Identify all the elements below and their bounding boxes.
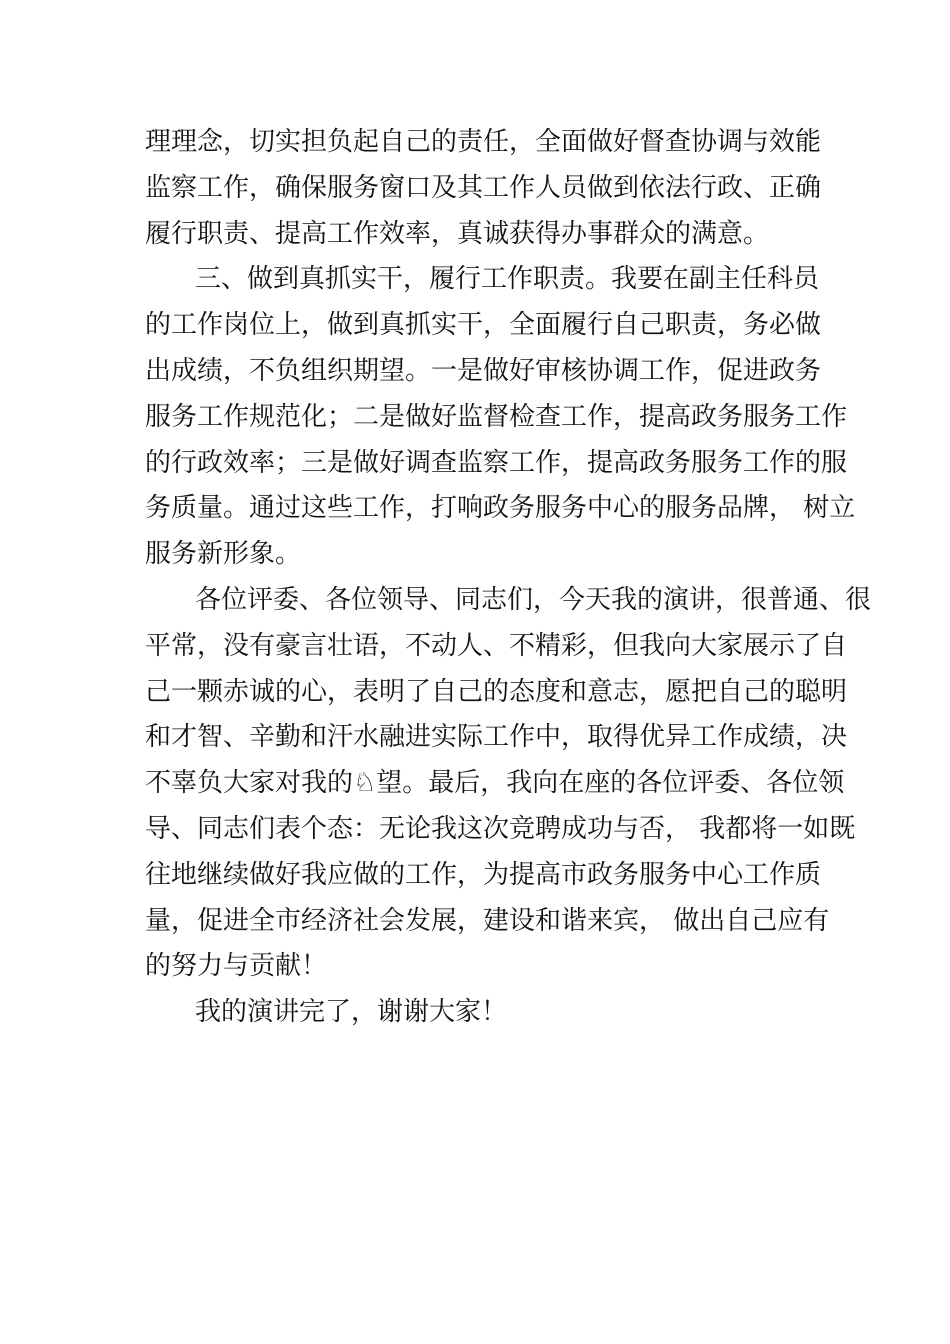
text-line: 出成绩，不负组织期望。一是做好审核协调工作，促进政务 xyxy=(145,355,822,386)
text-line: 量，促进全市经济社会发展，建设和谐来宾， 做出自己应有 xyxy=(145,905,830,936)
text-line: 履行职责、提高工作效率，真诚获得办事群众的满意。 xyxy=(145,218,770,249)
paragraph-start-line: 各位评委、各位领导、同志们，今天我的演讲，很普通、很 xyxy=(195,584,872,615)
text-line: 的努力与贡献！ xyxy=(145,951,328,982)
text-line: 平常，没有豪言壮语，不动人、不精彩，但我向大家展示了自 xyxy=(145,630,848,661)
text-line: 监察工作，确保服务窗口及其工作人员做到依法行政、正确 xyxy=(145,172,822,203)
text-line: 务质量。通过这些工作，打响政务服务中心的服务品牌， 树立 xyxy=(145,493,856,524)
text-line: 导、同志们表个态：无论我这次竞聘成功与否， 我都将一如既 xyxy=(145,813,856,844)
text-line: 的工作岗位上，做到真抓实干，全面履行自己职责，务必做 xyxy=(145,310,822,341)
text-line: 和才智、辛勤和汗水融进实际工作中，取得优异工作成绩，决 xyxy=(145,722,848,753)
document-body xyxy=(145,120,872,1036)
text-line: 往地继续做好我应做的工作，为提高市政务服务中心工作质 xyxy=(145,859,822,890)
text-line: 服务工作规范化；二是做好监督检查工作，提高政务服务工作 xyxy=(145,401,848,432)
text-line: 己一颗赤诚的心，表明了自己的态度和意志，愿把自己的聪明 xyxy=(145,676,848,707)
text-line: 的行政效率；三是做好调查监察工作，提高政务服务工作的服 xyxy=(145,447,848,478)
paragraph-start-line: 三、做到真抓实干，履行工作职责。我要在副主任科员 xyxy=(195,264,820,295)
text-line: 不辜负大家对我的♘望。最后，我向在座的各位评委、各位领 xyxy=(145,768,845,799)
paragraph-start-line: 我的演讲完了，谢谢大家！ xyxy=(195,997,508,1028)
text-line: 服务新形象。 xyxy=(145,539,302,570)
text-line: 理理念，切实担负起自己的责任，全面做好督查协调与效能 xyxy=(145,127,822,157)
